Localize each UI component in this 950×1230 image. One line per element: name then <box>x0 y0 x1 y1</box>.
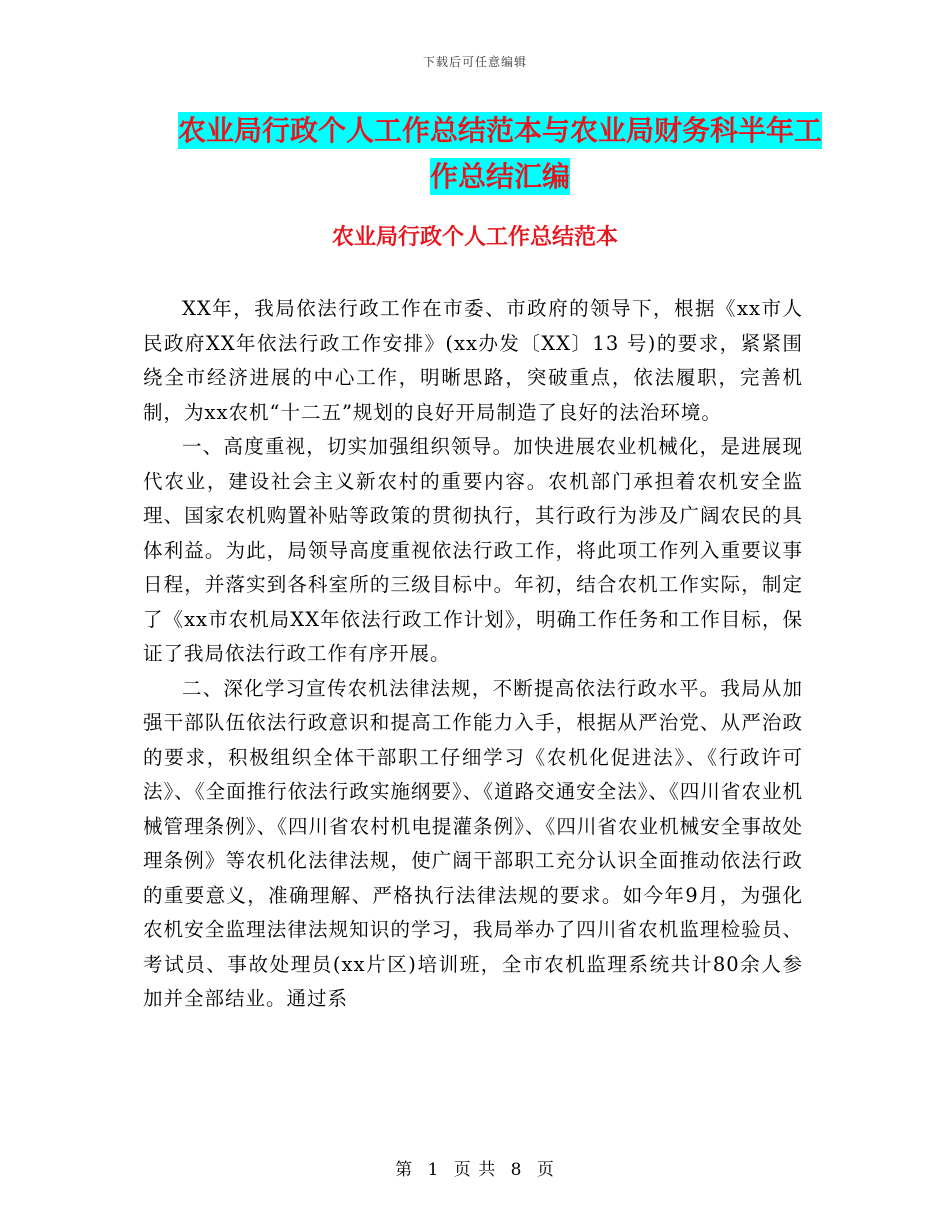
footer-suffix: 页 <box>536 1160 555 1180</box>
document-title-line-2: 作总结汇编 <box>429 160 570 193</box>
footer-prefix: 第 <box>395 1160 414 1180</box>
document-title-line-1: 农业局行政个人工作总结范本与农业局财务科半年工 <box>177 114 822 147</box>
page-number: 1 <box>427 1160 440 1180</box>
paragraph-intro: XX年，我局依法行政工作在市委、市政府的领导下，根据《xx市人民政府XX年依法行政工作安排》(xx办发〔XX〕13 号)的要求，紧紧围绕全市经济进展的中心工作，明晰思路，突破重点，依法履职，完善机制，为xx农机“十二五”规划的良好开局制造了良好的法治环境。 <box>143 297 803 424</box>
page-footer <box>0 1155 950 1180</box>
header-note: 下载后可任意编辑 <box>422 55 527 69</box>
page-total: 8 <box>510 1160 523 1180</box>
paragraph-section-1: 一、高度重视，切实加强组织领导。加快进展农业机械化，是进展现代农业，建设社会主义新农村的重要内容。农机部门承担着农机安全监理、国家农机购置补贴等政策的贯彻执行，其行政行为涉及广阔农民的具体利益。为此，局领导高度重视依法行政工作，将此项工作列入重要议事日程，并落实到各科室所的三级目标中。年初，结合农机工作实际，制定了《xx市农机局XX年依法行政工作计划》，明确工作任务和工作目标，保证了我局依法行政工作有序开展。 <box>143 435 803 665</box>
paragraph-section-2: 二、深化学习宣传农机法律法规，不断提高依法行政水平。我局从加强干部队伍依法行政意识和提高工作能力入手，根据从严治党、从严治政的要求，积极组织全体干部职工仔细学习《农机化促进法》、《行政许可法》、《全面推行依法行政实施纲要》、《道路交通安全法》、《四川省农业机械管理条例》、《四川省农村机电提灌条例》、《四川省农业机械安全事故处理条例》等农机化法律法规，使广阔干部职工充分认识全面推动依法行政的重要意义，准确理解、严格执行法律法规的要求。如今年9月，为强化农机安全监理法律法规知识的学习，我局举办了四川省农机监理检验员、考试员、事故处理员(xx片区)培训班，全市农机监理系统共计80余人参加并全部结业。通过系 <box>143 676 803 1010</box>
section-title: 农业局行政个人工作总结范本 <box>331 225 618 250</box>
document-body <box>143 292 803 1017</box>
footer-mid: 页 共 <box>453 1160 497 1180</box>
document-title <box>130 108 870 200</box>
